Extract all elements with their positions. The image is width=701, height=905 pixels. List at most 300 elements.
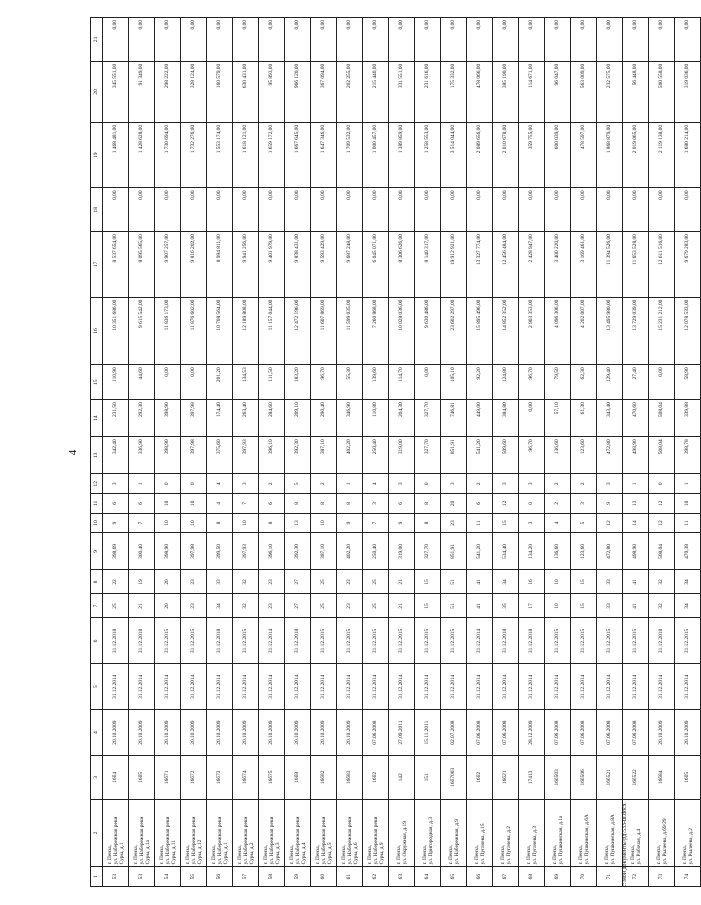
table-cell: 11 836 173,00 — [155, 297, 181, 365]
table-cell: 0,00 — [649, 365, 675, 400]
table-cell: 0,00 — [415, 188, 441, 232]
table-cell: 10 — [545, 570, 571, 594]
table-cell: 111,50 — [259, 365, 285, 400]
table-cell: 9 838 431,00 — [285, 232, 311, 298]
table-cell: 398,69 — [103, 533, 129, 570]
table-cell: 327,70 — [415, 400, 441, 437]
table-cell: 0,00 — [155, 365, 181, 400]
table-cell: 59 — [285, 867, 311, 887]
table-cell: 346,90 — [337, 400, 363, 437]
table-cell: 53 — [129, 867, 155, 887]
table-cell: 16б84 — [649, 756, 675, 800]
table-cell: 3 400 220,00 — [545, 232, 571, 298]
table-cell: 498,90 — [623, 437, 649, 474]
table-cell: 398,78 — [675, 437, 701, 474]
table-row — [649, 18, 675, 887]
table-cell: 68 — [519, 867, 545, 887]
table-cell: 8 — [337, 494, 363, 514]
table-cell: 0,00 — [649, 188, 675, 232]
table-cell: 20.10.2009 — [259, 710, 285, 756]
table-cell: 0,00 — [103, 18, 129, 62]
table-cell: 31.12.2015 — [415, 618, 441, 664]
table-cell: 34 — [675, 594, 701, 618]
table-cell: 07.06.2008 — [467, 710, 493, 756]
header-cell: 3 — [91, 756, 103, 800]
table-cell: 3 — [233, 474, 259, 494]
table-cell: 9 — [337, 513, 363, 533]
table-cell: г. Пенза, ул. Пушкинская, д.6А — [571, 799, 597, 867]
header-cell: 11 — [91, 494, 103, 514]
table-cell: 0,00 — [311, 188, 337, 232]
table-cell: 10 — [545, 594, 571, 618]
table-cell: 336,90 — [129, 437, 155, 474]
table-cell: 327,70 — [415, 437, 441, 474]
table-cell: 60 — [311, 867, 337, 887]
table-cell: 183,20 — [285, 365, 311, 400]
table-cell: 9 630 486,00 — [415, 297, 441, 365]
table-body — [103, 18, 701, 887]
table-cell: 2 428 947,00 — [519, 232, 545, 298]
table-cell: 0,00 — [181, 188, 207, 232]
table-cell: 6 045 071,00 — [363, 232, 389, 298]
table-cell: 231,50 — [103, 400, 129, 437]
table-cell: 201,20 — [207, 365, 233, 400]
table-cell: 65 — [441, 867, 467, 887]
table-header — [91, 18, 103, 887]
table-cell: 114 671,00 — [519, 61, 545, 122]
table-cell: 25 — [363, 570, 389, 594]
table-cell: г. Пенза, ул. Рабочая, д.4 — [623, 799, 649, 867]
table-cell: 0,00 — [285, 18, 311, 62]
table-cell: 31.12.2015 — [623, 618, 649, 664]
table-cell: 2 119 138,00 — [649, 122, 675, 188]
table-cell: 478 066,00 — [467, 61, 493, 122]
table-cell: 0,00 — [233, 18, 259, 62]
table-cell: 8 537 654,00 — [103, 232, 129, 298]
table-cell: 33 — [597, 594, 623, 618]
table-cell: 31.12.2014 — [285, 664, 311, 710]
table-cell: 31.12.2018 — [285, 618, 311, 664]
table-cell: 851,91 — [441, 533, 467, 570]
table-cell: 96 047,00 — [545, 61, 571, 122]
table-cell: 7 260 868,00 — [363, 297, 389, 365]
table-cell: 16б521 — [597, 756, 623, 800]
table-cell: 3 — [519, 474, 545, 494]
table-row — [311, 18, 337, 887]
table-cell: 20.10.2009 — [311, 710, 337, 756]
table-cell: 9 — [597, 494, 623, 514]
table-cell: 10 — [181, 513, 207, 533]
table-cell: 31.12.2018 — [103, 618, 129, 664]
table-cell: 11 607 869,00 — [311, 297, 337, 365]
table-cell: 134,53 — [233, 365, 259, 400]
table-cell: 51 — [441, 570, 467, 594]
header-cell: 9 — [91, 533, 103, 570]
table-cell: 21 — [389, 594, 415, 618]
table-cell: 11 394 526,00 — [597, 232, 623, 298]
table-cell: г. Пенза, ул. Пугачева, д.3 — [519, 799, 545, 867]
table-cell: 8 — [415, 513, 441, 533]
table-cell: 12 456 484,00 — [493, 232, 519, 298]
table-cell: 31.12.2015 — [181, 618, 207, 664]
footer-path: c:\мои документы\рд\533-ш.docx — [622, 803, 628, 887]
table-cell: 41 — [467, 594, 493, 618]
table-cell: 8 — [207, 513, 233, 533]
table-cell: 1 868 879,00 — [597, 122, 623, 188]
table-cell: 4 202 007,00 — [571, 297, 597, 365]
table-cell: 0,00 — [415, 18, 441, 62]
table-cell: 0,00 — [467, 188, 493, 232]
table-cell: 20.10.2009 — [155, 710, 181, 756]
table-cell: 58,90 — [675, 365, 701, 400]
header-cell: 20 — [91, 61, 103, 122]
table-cell: 4 — [545, 513, 571, 533]
table-cell: 175 332,00 — [441, 61, 467, 122]
table-cell: 392,30 — [285, 533, 311, 570]
table-cell: 449,00 — [467, 400, 493, 437]
table-cell: 4 — [363, 474, 389, 494]
table-cell: 31.12.2015 — [363, 618, 389, 664]
table-cell: г. Пенза, ул. Набережная, д.9 — [441, 799, 467, 867]
table-cell: 20.10.2009 — [285, 710, 311, 756]
table-cell: 22 — [103, 570, 129, 594]
table-cell: 398,90 — [155, 533, 181, 570]
table-cell: 534,40 — [493, 533, 519, 570]
table-cell: 1 659 172,00 — [259, 122, 285, 188]
table-cell: 12 — [493, 494, 519, 514]
header-cell: 10 — [91, 513, 103, 533]
table-cell: г. Пенза, ул. Рылеева, д.69/29 — [649, 799, 675, 867]
table-cell: 31.12.2018 — [207, 618, 233, 664]
table-cell: 5 — [571, 513, 597, 533]
table-cell: 600 039,00 — [545, 122, 571, 188]
table-cell: 1 553 174,00 — [207, 122, 233, 188]
table-cell: 0,00 — [337, 188, 363, 232]
table-cell: 25 — [311, 570, 337, 594]
table-cell: 7 — [363, 513, 389, 533]
table-cell: 0 — [155, 474, 181, 494]
table-cell: 0,00 — [155, 188, 181, 232]
table-cell: 0,00 — [623, 188, 649, 232]
table-cell: 16б21 — [493, 756, 519, 800]
table-cell: 19 912 921,00 — [441, 232, 467, 298]
table-cell: 0,00 — [285, 188, 311, 232]
table-cell: 0,00 — [207, 18, 233, 62]
table-cell: 110,80 — [363, 400, 389, 437]
table-cell: 284,60 — [259, 400, 285, 437]
table-cell: 472,80 — [597, 437, 623, 474]
table-cell: 31.12.2014 — [493, 664, 519, 710]
table-cell: 34 — [493, 570, 519, 594]
table-row — [259, 18, 285, 887]
table-cell: г. Пенза, ул. Набережная реки Суры, д.4 — [285, 799, 311, 867]
table-cell: 397,93 — [233, 533, 259, 570]
table-cell: 32 — [233, 570, 259, 594]
table-cell: 67 — [493, 867, 519, 887]
table-cell: 11 157 044,00 — [259, 297, 285, 365]
table-cell: 0,00 — [415, 365, 441, 400]
header-cell: 21 — [91, 18, 103, 62]
table-row — [129, 18, 155, 887]
table-cell: 23 — [259, 570, 285, 594]
table-cell: 8 306 626,00 — [389, 232, 415, 298]
table-cell: 20.10.2009 — [233, 710, 259, 756]
table-cell: 34 — [207, 594, 233, 618]
table-cell: 472,80 — [597, 533, 623, 570]
table-cell: 15 — [415, 594, 441, 618]
table-row — [493, 18, 519, 887]
table-cell: 31.12.2014 — [649, 664, 675, 710]
table-cell: 31.12.2014 — [675, 664, 701, 710]
header-cell: 4 — [91, 710, 103, 756]
header-row — [91, 18, 103, 887]
table-cell: 1 647 346,00 — [311, 122, 337, 188]
table-cell: 25 — [103, 594, 129, 618]
table-cell: 114,70 — [389, 365, 415, 400]
table-cell: 8 994 811,00 — [207, 232, 233, 298]
table-cell: 3 — [571, 494, 597, 514]
data-table — [90, 17, 701, 887]
table-cell: 1 — [337, 474, 363, 494]
table-cell: 508,04 — [649, 400, 675, 437]
table-cell: 16б2 — [467, 756, 493, 800]
table-cell: 16б74 — [233, 756, 259, 800]
table-cell: 396,10 — [259, 533, 285, 570]
table-cell: 0,00 — [493, 188, 519, 232]
table-cell: 31.12.2014 — [129, 664, 155, 710]
table-cell: 17413 — [519, 756, 545, 800]
table-cell: 7 — [233, 494, 259, 514]
table-cell: г. Пенза, ул. Набережная реки Суры, д.2 — [233, 799, 259, 867]
table-cell: 250,40 — [363, 533, 389, 570]
table-cell: 319,00 — [389, 437, 415, 474]
table-cell: 0,00 — [467, 18, 493, 62]
table-cell: г. Пенза, ул. Набережная реки Суры, д.1 — [207, 799, 233, 867]
table-cell: 23 — [181, 594, 207, 618]
table-cell: 13 495 980,00 — [597, 297, 623, 365]
table-cell: 0,00 — [155, 18, 181, 62]
table-cell: 61 — [337, 867, 363, 887]
table-cell: 31.12.2015 — [571, 618, 597, 664]
table-cell: 31.12.2014 — [623, 664, 649, 710]
table-cell: 1 709 532,00 — [337, 122, 363, 188]
table-cell: 174,40 — [207, 400, 233, 437]
table-cell: 399,50 — [207, 533, 233, 570]
table-cell: 73 — [649, 867, 675, 887]
table-cell: 15 — [415, 570, 441, 594]
table-cell: 8 095 565,00 — [129, 232, 155, 298]
table-cell: г. Пенза, ул. Окружная, д.19 — [389, 799, 415, 867]
table-cell: 11 876 602,00 — [181, 297, 207, 365]
table-cell: 398,90 — [155, 400, 181, 437]
table-cell: 231 616,00 — [415, 61, 441, 122]
table-cell: 16б506 — [571, 756, 597, 800]
table-cell: 69 — [545, 867, 571, 887]
table-cell: 12 078 533,00 — [675, 297, 701, 365]
table-row — [363, 18, 389, 887]
table-cell: 0,00 — [259, 188, 285, 232]
table-cell: г. Пенза, ул. Набережная реки Суры, д.9 — [363, 799, 389, 867]
table-cell: 16 — [519, 570, 545, 594]
table-cell: г. Пенза, ул. Набережная реки Суры, д.6 — [337, 799, 363, 867]
table-cell: 16б83 — [337, 756, 363, 800]
table-cell: 359 755,00 — [519, 122, 545, 188]
table-cell: 55,30 — [337, 365, 363, 400]
table-cell: 746,81 — [441, 400, 467, 437]
table-cell: 31.12.2015 — [545, 618, 571, 664]
table-row — [285, 18, 311, 887]
table-cell: 16б4 — [103, 756, 129, 800]
table-cell: 23 — [337, 594, 363, 618]
table-cell: 9 941 256,00 — [233, 232, 259, 298]
table-cell: 23 — [259, 594, 285, 618]
table-cell: 8 — [259, 513, 285, 533]
table-row — [441, 18, 467, 887]
table-cell: 9 593 429,00 — [311, 232, 337, 298]
header-cell: 5 — [91, 664, 103, 710]
table-cell: 11 653 528,00 — [623, 232, 649, 298]
table-cell: 91 349,00 — [129, 61, 155, 122]
table-cell: 0,00 — [623, 18, 649, 62]
table-cell: 10 — [181, 494, 207, 514]
table-cell: 0,00 — [259, 18, 285, 62]
table-cell: г. Пенза, ул. Набережная реки Суры, д.12 — [181, 799, 207, 867]
table-cell: 392,30 — [285, 437, 311, 474]
table-cell: 3 — [519, 513, 545, 533]
table-cell: 142 — [389, 756, 415, 800]
table-cell: 4 — [207, 494, 233, 514]
table-cell: 0,00 — [545, 18, 571, 62]
table-cell: 387,10 — [311, 533, 337, 570]
table-cell: 66 — [467, 867, 493, 887]
table-cell: 27,40 — [623, 365, 649, 400]
table-cell: 31.12.2015 — [597, 618, 623, 664]
table-cell: 1 730 694,00 — [155, 122, 181, 188]
table-cell: 123,60 — [571, 437, 597, 474]
table-cell: 345 551,00 — [103, 61, 129, 122]
table-cell: 3 — [103, 474, 129, 494]
table-cell: 10 351 686,00 — [103, 297, 129, 365]
table-cell: 0 — [519, 494, 545, 514]
table-cell: 20 — [155, 570, 181, 594]
table-cell: 31.12.2014 — [259, 618, 285, 664]
table-cell: 4 096 306,00 — [545, 297, 571, 365]
table-cell: 16б73 — [207, 756, 233, 800]
table-cell: 11 — [467, 513, 493, 533]
table-cell: 9 679 283,00 — [675, 232, 701, 298]
table-cell: 1 000 457,00 — [363, 122, 389, 188]
table-cell: 23 — [441, 513, 467, 533]
table-cell: 1 — [129, 474, 155, 494]
table-cell: 209,10 — [285, 400, 311, 437]
table-cell: 19 — [129, 570, 155, 594]
table-cell: 0,00 — [181, 365, 207, 400]
table-cell: г. Пенза, ул. Набережная реки Суры, д.11 — [155, 799, 181, 867]
table-cell: 31.12.2014 — [259, 664, 285, 710]
table-cell: 16б75 — [259, 756, 285, 800]
table-cell: 17 — [519, 594, 545, 618]
table-cell: 2 089 656,00 — [467, 122, 493, 188]
table-cell: г. Пенза, ул. Пушкинская, д.1а — [545, 799, 571, 867]
table-cell: 56 448,00 — [623, 61, 649, 122]
table-cell: 16б2 — [363, 756, 389, 800]
table-cell: 4 — [207, 474, 233, 494]
table-cell: 32 — [233, 594, 259, 618]
table-cell: 31.12.2014 — [233, 664, 259, 710]
table-cell: 20 — [441, 494, 467, 514]
table-cell: 292,30 — [129, 400, 155, 437]
header-cell: 12 — [91, 474, 103, 494]
table-cell: 33 — [207, 570, 233, 594]
table-cell: 23 — [337, 570, 363, 594]
table-cell: 64 — [415, 867, 441, 887]
table-cell: г. Пенза, ул. Рылеева, д.2 — [675, 799, 701, 867]
table-cell: 31.12.2014 — [467, 664, 493, 710]
table-cell: 54 — [155, 867, 181, 887]
table-cell: 31.12.2015 — [155, 618, 181, 664]
table-row — [415, 18, 441, 887]
table-cell: 61,30 — [571, 400, 597, 437]
table-cell: 9 687 248,00 — [337, 232, 363, 298]
table-cell: 3 — [363, 494, 389, 514]
table-cell: 327,70 — [415, 533, 441, 570]
table-cell: 160 579,00 — [207, 61, 233, 122]
table-row — [181, 18, 207, 887]
table-cell: 397,93 — [233, 437, 259, 474]
table-cell: 470,38 — [675, 533, 701, 570]
table-cell: 31.12.2014 — [571, 664, 597, 710]
table-cell: 3 — [389, 474, 415, 494]
table-cell: 56 — [207, 867, 233, 887]
table-cell: 319 036,00 — [675, 61, 701, 122]
table-cell: 44,60 — [129, 365, 155, 400]
table-cell: 31.12.2018 — [519, 618, 545, 664]
table-cell: 14 852 352,00 — [493, 297, 519, 365]
table-cell: 0,00 — [441, 188, 467, 232]
table-cell: 92,20 — [467, 365, 493, 400]
table-cell: 123,60 — [571, 533, 597, 570]
table-cell: 6 — [103, 494, 129, 514]
table-cell: 8 — [415, 494, 441, 514]
table-cell: 367 094,00 — [311, 61, 337, 122]
table-cell: 16б82 — [311, 756, 337, 800]
table-cell: 0,00 — [571, 18, 597, 62]
table-cell: 0,00 — [649, 18, 675, 62]
table-cell: 2 — [545, 494, 571, 514]
table-cell: 72 — [623, 867, 649, 887]
table-cell: г. Пенза, ул. Пушкинская, д.8А — [597, 799, 623, 867]
table-cell: 134,20 — [519, 533, 545, 570]
table-cell: 33 — [597, 570, 623, 594]
header-cell: 13 — [91, 437, 103, 474]
table-cell: 202 255,00 — [337, 61, 363, 122]
table-row — [597, 18, 623, 887]
table-cell: 232 575,00 — [597, 61, 623, 122]
table-cell: 23 602 297,00 — [441, 297, 467, 365]
table-cell: 0,00 — [441, 18, 467, 62]
table-cell: 9 — [389, 513, 415, 533]
table-cell: 8 — [311, 494, 337, 514]
table-cell: 7 — [129, 513, 155, 533]
table-cell: 500 558,00 — [649, 61, 675, 122]
table-cell: 07.06.2008 — [363, 710, 389, 756]
table-cell: 21 — [389, 570, 415, 594]
table-cell: 32 — [649, 570, 675, 594]
header-cell: 18 — [91, 188, 103, 232]
header-cell: 7 — [91, 594, 103, 618]
table-cell: 11 599 035,00 — [337, 297, 363, 365]
page-number: 4 — [67, 449, 79, 456]
